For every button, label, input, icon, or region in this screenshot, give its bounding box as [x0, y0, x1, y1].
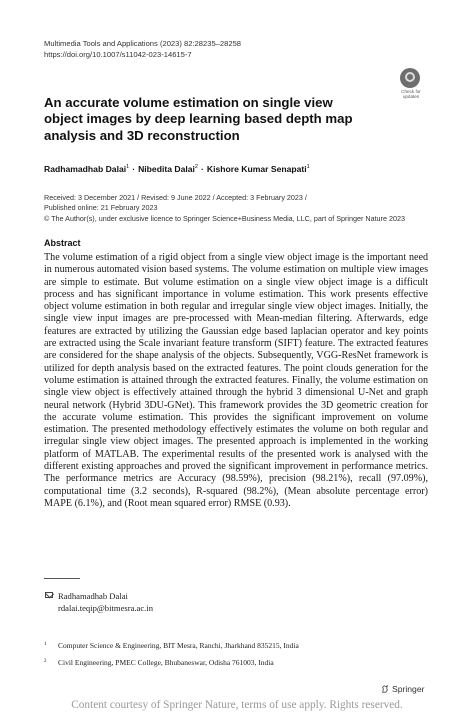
affiliation-2 — [44, 657, 274, 668]
author-name[interactable]: Radhamadhab Dalai — [44, 164, 127, 174]
affiliation-number: 1 — [44, 642, 47, 647]
doi-link[interactable]: https://doi.org/10.1007/s11042-023-14615-7 — [44, 50, 192, 59]
author-list — [44, 161, 310, 175]
publication-history — [44, 193, 405, 224]
published-online: Published online: 21 February 2023 — [44, 203, 158, 213]
publisher-logo — [381, 684, 424, 694]
abstract-body: The volume estimation of a rigid object from a single view object image is the important need in numerous automated vision based systems. The volume estimation on multiple view images are simple to estimate. But volume estimation on a single view object image is a difficult process and has significant importance in volume estimation. This work presents effective object volume estimation in both regular and irregular single view object images. Initially, the single view input images are pre-processed with Mean-median filtering. Afterwards, edge features are extracted by utilizing the Gaussian edge based laplacian operator and key points are extracted using the Scale invariant feature transform (SIFT) feature. The extracted features are considered for the shape analysis of the objects. Subsequently, VGG-ResNet framework is utilized for depth analysis based on the extracted features. The point clouds generation for the volume estimation is attained through the extracted features. Finally, the volume estimation on single view object is effectively attained through the hybrid 3 dimensional U-Net and graph neural network (Hybrid 3DU-GNet). This framework provides the 3D geometric creation for the accurate volume estimation. This provides the significant improvement on volume estimation. The presented methodology effectively estimates the volume on both regular and irregular single view object images. The presented approach is implemented in the working platform of MATLAB. The experimental results of the presented work is analysed with the different existing approaches and proved the significant improvement in performance metrics. The performance metrics are Accuracy (98.59%), precision (98.21%), recall (97.09%), computational time (3.2 seconds), R-squared (98.2%), (Mean absolute percentage error) MAPE (6.1%), and (Root mean squared error) RMSE (0.93). — [44, 252, 428, 509]
journal-citation: Multimedia Tools and Applications (2023) 82:28235–28258 — [44, 39, 242, 48]
corresponding-email[interactable]: rdalai.teqip@bitmesra.ac.in — [58, 603, 154, 613]
affiliation-text: Civil Engineering, PMEC College, Bhubaneswar, Odisha 761003, India — [58, 658, 274, 667]
copyright-notice: © The Author(s), under exclusive licence to Springer Science+Business Media, LLC, part of Springer Nature 2023 — [44, 213, 405, 223]
badge-line1: Check for — [401, 89, 421, 94]
courtesy-notice: Content courtesy of Springer Nature, terms of use apply. Rights reserved. — [71, 699, 403, 711]
history-dates: Received: 3 December 2021 / Revised: 9 June 2022 / Accepted: 3 February 2023 / — [44, 193, 307, 202]
affiliation-number: 2 — [44, 659, 47, 664]
author-name[interactable]: Kishore Kumar Senapati — [206, 164, 307, 174]
check-for-updates-icon — [400, 68, 420, 88]
author-name[interactable]: Nibedita Dalai — [138, 164, 195, 174]
abstract-heading: Abstract — [44, 238, 81, 248]
affiliation-text: Computer Science & Engineering, BIT Mesra, Ranchi, Jharkhand 835215, India — [58, 641, 299, 650]
springer-horse-icon — [381, 685, 389, 693]
footnote-divider — [44, 578, 80, 579]
article-title: An accurate volume estimation on single view object images by deep learning based depth map analysis and 3D reconstruction — [44, 95, 353, 143]
publisher-name: Springer — [392, 684, 425, 694]
author-affiliation-mark: 1 — [126, 164, 130, 170]
correspondence — [58, 590, 153, 614]
envelope-icon — [45, 592, 53, 598]
affiliation-1 — [44, 640, 299, 651]
author-separator: · — [132, 164, 136, 174]
author-separator: · — [200, 164, 204, 174]
corresponding-author: Radhamadhab Dalai — [58, 591, 128, 601]
journal-header — [44, 38, 241, 60]
check-for-updates-badge[interactable] — [394, 68, 428, 102]
author-affiliation-mark: 2 — [194, 164, 198, 170]
badge-line2: updates — [402, 94, 420, 100]
author-affiliation-mark: 1 — [306, 164, 310, 170]
